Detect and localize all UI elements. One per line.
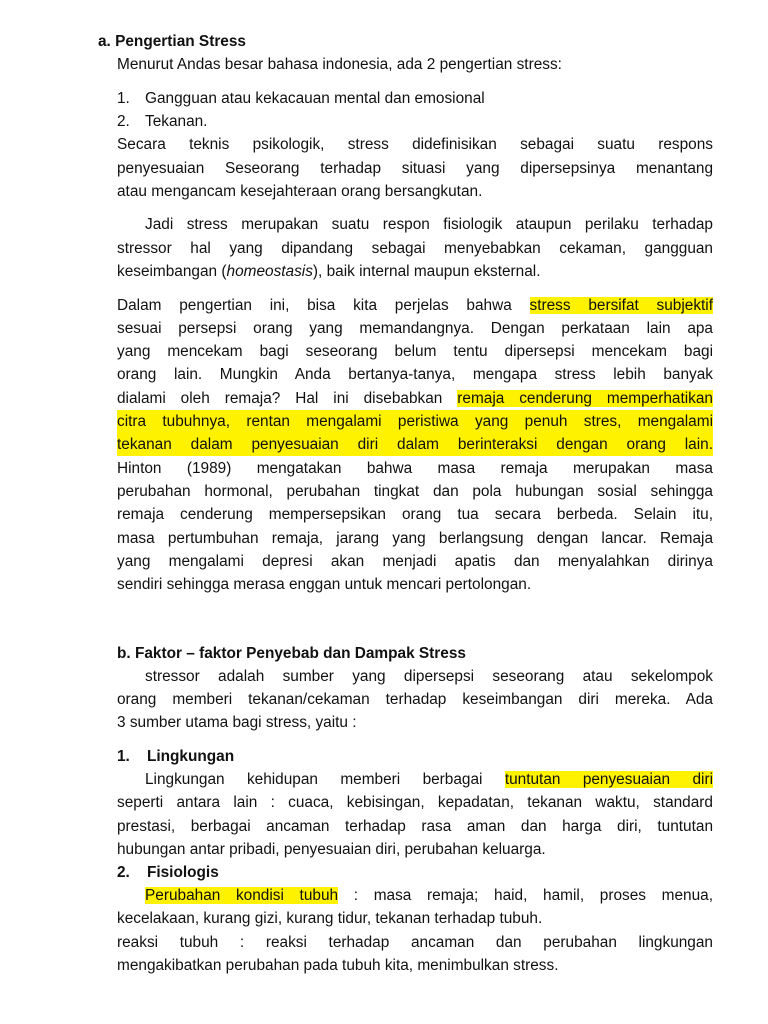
subheading-fisiologis: 2. Fisiologis [117, 864, 219, 881]
list-item-2-text: Tekanan. [145, 113, 208, 130]
text-span: ), baik internal maupun eksternal. [312, 263, 541, 280]
paragraph-line: sesuai persepsi orang yang memandangnya. Dengan perkataan lain apa [117, 320, 713, 337]
section-b-heading: b. Faktor – faktor Penyebab dan Dampak Stress [117, 645, 466, 662]
paragraph-line: yang mengalami depresi akan menjadi apatis dan menyalahkan dirinya [117, 553, 713, 570]
paragraph-line: stressor hal yang dipandang sebagai menyebabkan cekaman, gangguan [117, 240, 713, 257]
list-item-1-number: 1. [117, 90, 130, 107]
highlighted-text: Perubahan kondisi tubuh [145, 887, 339, 904]
text-span: Dalam pengertian ini, bisa kita perjelas bahwa [117, 297, 512, 314]
list-item-1-text: Gangguan atau kekacauan mental dan emosional [145, 90, 485, 107]
paragraph-line: seperti antara lain : cuaca, kebisingan, kepadatan, tekanan waktu, standard [117, 794, 713, 811]
paragraph-line: masa pertumbuhan remaja, jarang yang berlangsung dengan lancar. Remaja [117, 530, 713, 547]
paragraph-line [145, 768, 713, 791]
paragraph-line: Secara teknis psikologik, stress didefinisikan sebagai suatu respons [117, 136, 713, 153]
list-item-2-number: 2. [117, 113, 130, 130]
paragraph-line [145, 884, 713, 907]
paragraph-line [117, 387, 713, 410]
italic-term: homeostasis [226, 263, 313, 280]
highlighted-line: citra tubuhnya, rentan mengalami peristiwa yang penuh stres, mengalami [117, 410, 713, 433]
paragraph-line: atau mengancam kesejahteraan orang bersangkutan. [117, 183, 483, 200]
paragraph-line: penyesuaian Seseorang terhadap situasi yang dipersepsinya menantang [117, 160, 713, 177]
highlighted-text: tuntutan penyesuaian diri [504, 771, 713, 788]
paragraph-line: kecelakaan, kurang gizi, kurang tidur, tekanan terhadap tubuh. [117, 910, 543, 927]
paragraph-line: yang mencekam bagi seseorang belum tentu dipersepsi mencekam bagi [117, 343, 713, 360]
paragraph-line: reaksi tubuh : reaksi terhadap ancaman dan perubahan lingkungan [117, 934, 713, 951]
text-span: keseimbangan ( [117, 263, 227, 280]
paragraph-line: mengakibatkan perubahan pada tubuh kita, menimbulkan stress. [117, 957, 559, 974]
paragraph-line [117, 294, 713, 317]
text-span: : masa remaja; haid, hamil, proses menua, [338, 887, 713, 904]
subheading-lingkungan: 1. Lingkungan [117, 748, 235, 765]
text-span: Lingkungan kehidupan memberi berbagai [145, 771, 483, 788]
paragraph-line: stressor adalah sumber yang dipersepsi seseorang atau sekelompok [145, 668, 713, 685]
paragraph-line: hubungan antar pribadi, penyesuaian diri, perubahan keluarga. [117, 841, 546, 858]
section-a-heading: a. Pengertian Stress [98, 33, 246, 50]
paragraph-line: Hinton (1989) mengatakan bahwa masa remaja merupakan masa [117, 460, 713, 477]
highlighted-text: remaja cenderung memperhatikan [457, 390, 713, 407]
paragraph-line: orang lain. Mungkin Anda bertanya-tanya, mengapa stress lebih banyak [117, 366, 713, 383]
highlighted-text: stress bersifat subjektif [529, 297, 713, 314]
paragraph-line: prestasi, berbagai ancaman terhadap rasa aman dan harga diri, tuntutan [117, 818, 713, 835]
section-a-intro: Menurut Andas besar bahasa indonesia, ada 2 pengertian stress: [117, 56, 562, 73]
paragraph-line: orang memberi tekanan/cekaman terhadap keseimbangan diri mereka. Ada [117, 691, 713, 708]
paragraph-line: remaja cenderung mempersepsikan orang tua secara berbeda. Selain itu, [117, 506, 713, 523]
paragraph-line [117, 260, 540, 283]
text-span: dialami oleh remaja? Hal ini disebabkan [117, 390, 443, 407]
paragraph-line: perubahan hormonal, perubahan tingkat dan pola hubungan sosial sehingga [117, 483, 713, 500]
paragraph-line: Jadi stress merupakan suatu respon fisiologik ataupun perilaku terhadap [145, 216, 713, 233]
paragraph-line: 3 sumber utama bagi stress, yaitu : [117, 714, 357, 731]
highlighted-line: tekanan dalam penyesuaian diri dalam berinteraksi dengan orang lain. [117, 433, 713, 456]
paragraph-line: sendiri sehingga merasa enggan untuk mencari pertolongan. [117, 576, 532, 593]
